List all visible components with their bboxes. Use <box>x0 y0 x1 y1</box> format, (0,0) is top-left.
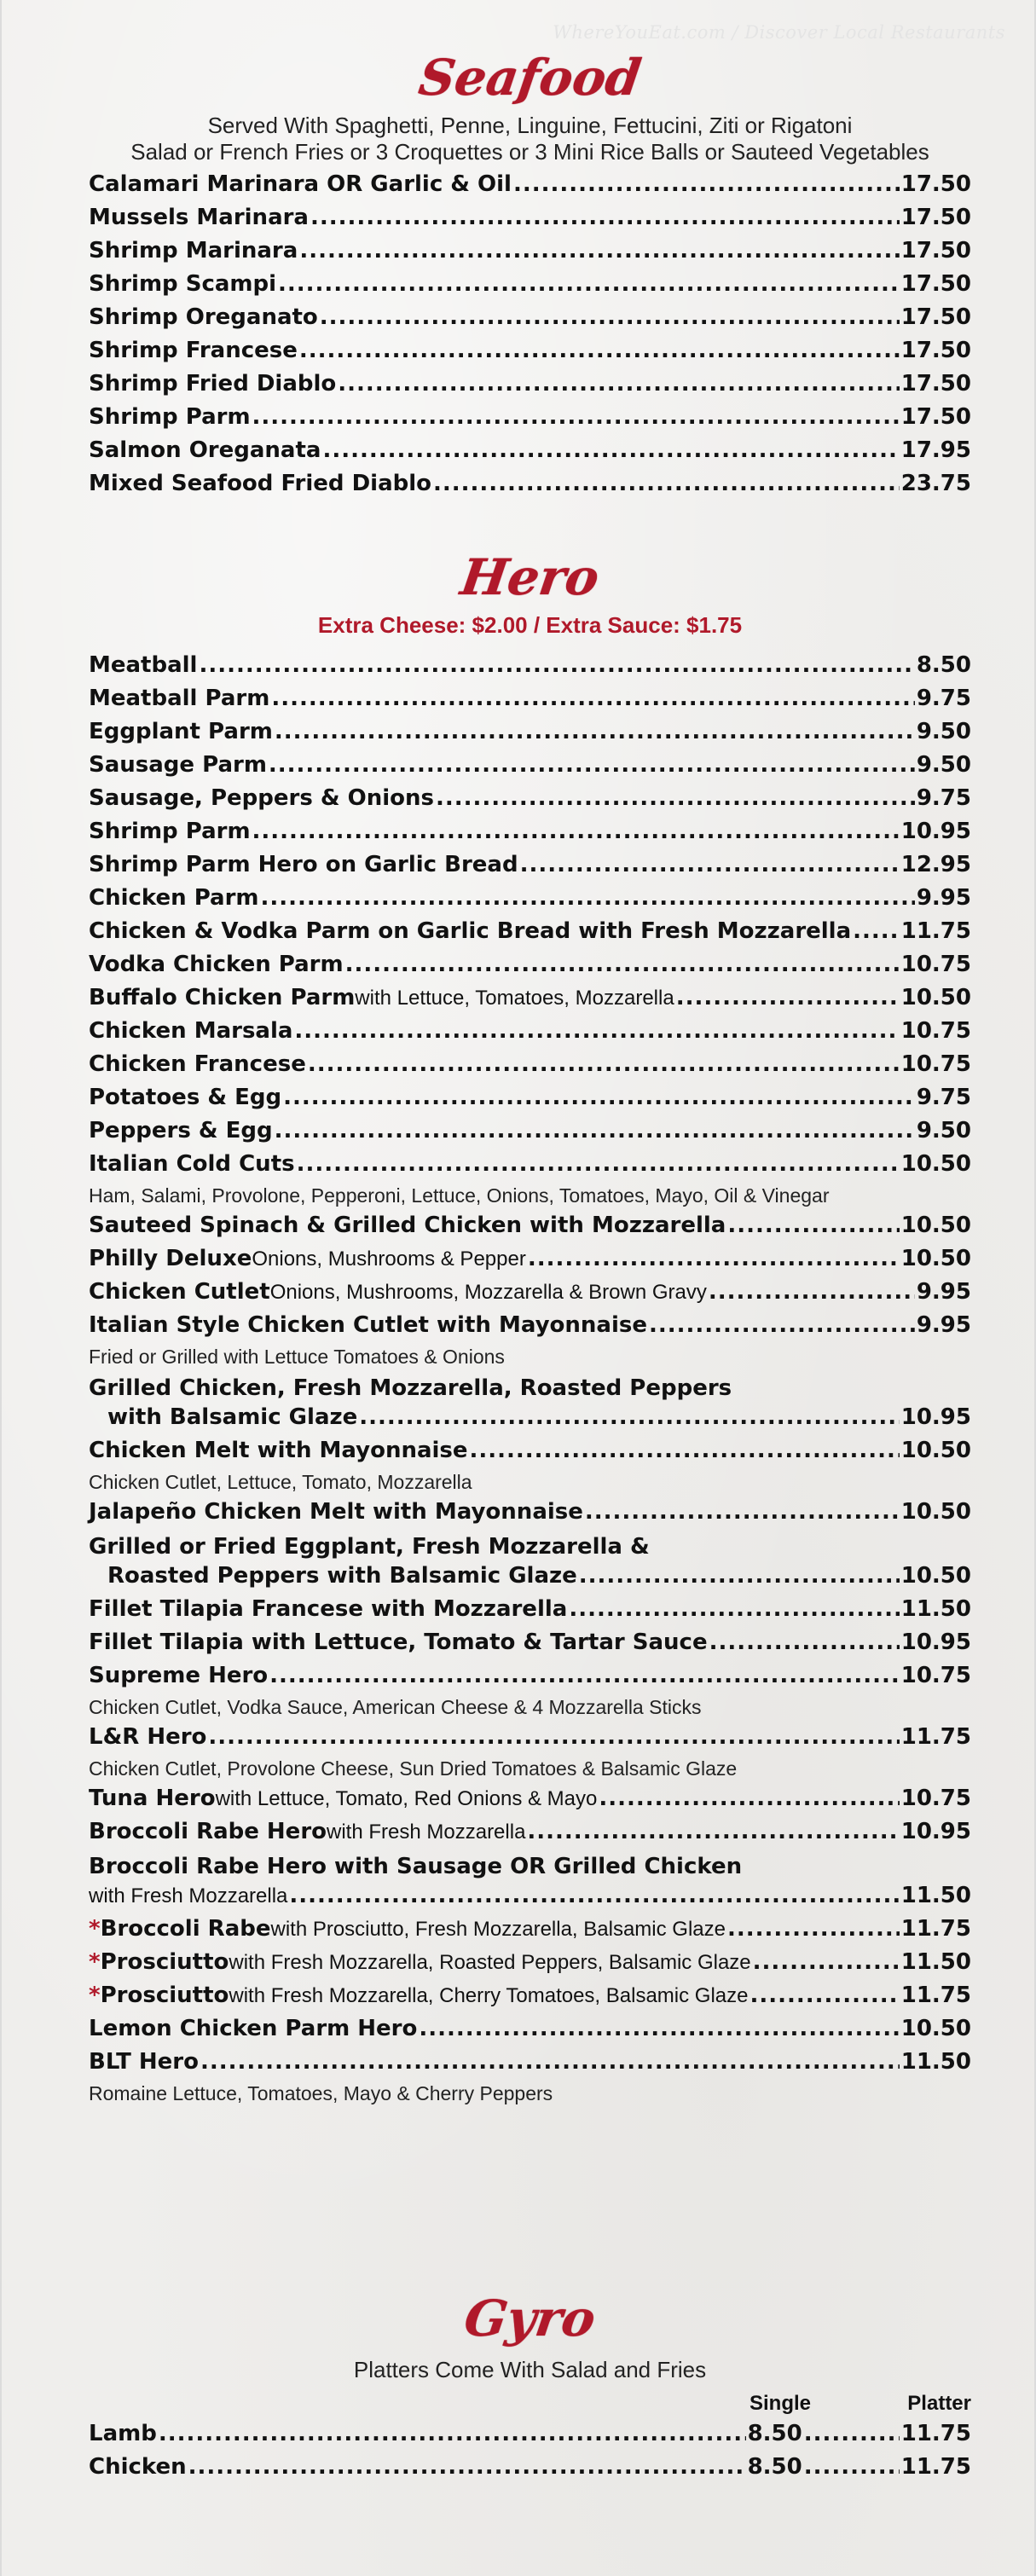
menu-item-title: Chicken Marsala <box>89 1017 293 1044</box>
menu-item-title: Peppers & Egg <box>89 1117 273 1143</box>
menu-item-name-line-1: Grilled Chicken, Fresh Mozzarella, Roasted Peppers <box>89 1375 732 1401</box>
dot-leader <box>269 1664 900 1687</box>
menu-item-name <box>89 1086 281 1109</box>
menu-item-price: 11.50 <box>900 2048 971 2075</box>
menu-item-name <box>89 1214 726 1236</box>
seafood-sides-line-1: Served With Spaghetti, Penne, Linguine, Fettucini, Ziti or Rigatoni <box>207 113 853 138</box>
dot-leader <box>579 1565 900 1587</box>
chef-special-asterisk: * <box>89 1915 101 1942</box>
gyro-single-price: 8.50 <box>747 2453 802 2480</box>
dot-leader <box>676 987 900 1009</box>
dot-leader <box>294 1020 899 1042</box>
dot-leader <box>419 2017 899 2040</box>
dot-leader <box>709 1281 915 1303</box>
menu-item <box>89 1722 971 1756</box>
menu-item-name <box>89 651 198 678</box>
menu-item-price: 10.50 <box>900 984 971 1010</box>
gyro-section <box>89 2289 971 2486</box>
menu-item-title: Shrimp Marinara <box>89 238 298 264</box>
menu-item-price: 11.50 <box>900 1882 971 1908</box>
menu-item <box>89 2047 971 2081</box>
menu-item-title: Broccoli Rabe Hero <box>89 1818 327 1844</box>
menu-item <box>89 203 971 236</box>
menu-item-price: 17.50 <box>900 304 971 331</box>
menu-item <box>89 1277 971 1311</box>
menu-item <box>89 436 971 469</box>
dot-leader <box>275 1120 915 1142</box>
menu-item-title: Shrimp Parm Hero on Garlic Bread <box>89 851 518 877</box>
menu-item-name <box>89 1787 216 1809</box>
menu-item-multiline <box>89 1850 971 1914</box>
menu-item-title: Tuna Hero <box>89 1785 216 1811</box>
menu-item-title: Mixed Seafood Fried Diablo <box>89 471 432 497</box>
gyro-title: Gyro <box>460 2289 599 2347</box>
menu-item-title: Italian Style Chicken Cutlet with Mayonnaise <box>89 1311 647 1338</box>
menu-item <box>89 1948 971 1981</box>
menu-item-name <box>89 1631 708 1653</box>
menu-item-title: Chicken & Vodka Parm on Garlic Bread with Fresh Mozzarella <box>89 918 852 944</box>
menu-item-name <box>89 1247 252 1270</box>
menu-item-price: 17.50 <box>900 338 971 364</box>
menu-item-title: Supreme Hero <box>89 1662 269 1688</box>
dot-leader <box>283 1086 915 1109</box>
menu-item-title: Shrimp Scampi <box>89 271 277 298</box>
menu-item-title: Philly Deluxe <box>89 1245 252 1271</box>
watermark: WhereYouEat.com / Discover Local Restaurants <box>553 22 1005 43</box>
menu-item-price: 9.50 <box>916 718 971 744</box>
dot-leader <box>271 687 915 709</box>
dot-leader <box>753 1951 900 1973</box>
menu-item-price: 9.75 <box>916 784 971 811</box>
menu-item-price: 9.95 <box>916 1311 971 1338</box>
menu-item-name <box>89 1723 207 1750</box>
menu-item <box>89 750 971 784</box>
dot-leader <box>470 1439 900 1462</box>
menu-item-price: 10.50 <box>900 2015 971 2041</box>
menu-item-name <box>89 984 356 1010</box>
menu-item-price: 17.50 <box>900 404 971 431</box>
menu-item-price: 9.95 <box>916 884 971 911</box>
menu-item-description: with Fresh Mozzarella, Roasted Peppers, Balsamic Glaze <box>229 1950 751 1974</box>
menu-item-title: Roasted Peppers with Balsamic Glaze <box>107 1562 577 1589</box>
menu-item-name <box>89 206 309 229</box>
menu-item-description: with Prosciutto, Fresh Mozzarella, Balsamic Glaze <box>270 1917 726 1941</box>
menu-item <box>89 1595 971 1628</box>
menu-item <box>89 684 971 717</box>
dot-leader <box>199 654 914 676</box>
menu-item-name <box>89 437 321 464</box>
menu-item-name <box>107 1562 577 1589</box>
menu-item <box>89 269 971 303</box>
menu-item-price: 10.75 <box>900 1662 971 1688</box>
menu-item-description: with Fresh Mozzarella <box>89 1884 288 1907</box>
menu-item-price: 17.50 <box>900 238 971 264</box>
menu-item <box>89 236 971 269</box>
dot-leader <box>585 1501 900 1523</box>
seafood-title: Seafood <box>415 49 645 107</box>
gyro-platter-price: 11.75 <box>900 2420 971 2446</box>
chef-special-asterisk: * <box>89 1948 101 1975</box>
menu-item <box>89 717 971 750</box>
dot-leader <box>200 2051 900 2073</box>
menu-item <box>89 1083 971 1116</box>
menu-item <box>89 1817 971 1850</box>
menu-item-description: with Fresh Mozzarella <box>327 1820 526 1844</box>
dot-leader <box>436 787 915 809</box>
menu-item <box>89 1436 971 1469</box>
menu-item-title: Prosciutto <box>100 1948 229 1975</box>
menu-item-note: Romaine Lettuce, Tomatoes, Mayo & Cherry Peppers <box>89 2081 553 2104</box>
menu-item-name: Chicken <box>89 2453 187 2480</box>
menu-item-name <box>89 1915 271 1942</box>
menu-item-price: 12.95 <box>900 851 971 877</box>
menu-item-description: with Lettuce, Tomato, Red Onions & Mayo <box>215 1786 598 1810</box>
menu-item-name <box>89 953 344 975</box>
dot-leader <box>433 472 900 495</box>
menu-item-title: Shrimp Francese <box>89 338 298 364</box>
gyro-single-price: 8.50 <box>747 2420 802 2446</box>
menu-item-title: Prosciutto <box>100 1982 229 2008</box>
menu-item <box>89 469 971 502</box>
dot-leader <box>853 920 900 942</box>
dot-leader <box>299 240 899 262</box>
dot-leader <box>804 2456 900 2478</box>
menu-item-price: 11.75 <box>900 1915 971 1942</box>
menu-item-name <box>89 1150 295 1177</box>
gyro-column-headers <box>89 2383 971 2416</box>
menu-item-price: 10.75 <box>900 1051 971 1077</box>
menu-item-multiline <box>89 1372 971 1436</box>
dot-leader <box>289 1884 899 1907</box>
menu-item-price: 17.50 <box>900 205 971 231</box>
dot-leader <box>299 339 900 362</box>
menu-item-name <box>89 271 277 298</box>
menu-item-title: BLT Hero <box>89 2048 199 2075</box>
dot-leader <box>310 206 900 229</box>
menu-item-title: Sausage, Peppers & Onions <box>89 784 434 811</box>
menu-item-name <box>89 304 318 331</box>
menu-item-title: Buffalo Chicken Parm <box>89 984 356 1010</box>
menu-item-name <box>89 339 298 362</box>
menu-item-description: with Fresh Mozzarella, Cherry Tomatoes, Balsamic Glaze <box>229 1983 749 2007</box>
menu-item-price: 10.75 <box>900 1785 971 1811</box>
menu-item-title: Sauteed Spinach & Grilled Chicken with Mozzarella <box>89 1212 726 1238</box>
menu-item-note: Fried or Grilled with Lettuce Tomatoes & Onions <box>89 1345 505 1368</box>
menu-item <box>89 784 971 817</box>
menu-item-title: Fillet Tilapia with Lettuce, Tomato & Tartar Sauce <box>89 1629 708 1655</box>
menu-item-price: 10.50 <box>900 1562 971 1589</box>
menu-item-name <box>89 751 267 778</box>
menu-item-title: Shrimp Fried Diablo <box>89 371 337 397</box>
menu-item-name <box>89 1053 306 1075</box>
dot-leader <box>278 273 900 295</box>
menu-item-name <box>89 687 269 709</box>
menu-item-price: 11.75 <box>900 1982 971 2008</box>
menu-item-name <box>89 1278 270 1305</box>
menu-item-price: 9.75 <box>916 685 971 711</box>
menu-item-price: 10.50 <box>900 1212 971 1238</box>
menu-item-name <box>89 1595 568 1622</box>
menu-item-price: 17.50 <box>900 171 971 198</box>
menu-item-note: Chicken Cutlet, Provolone Cheese, Sun Dried Tomatoes & Balsamic Glaze <box>89 1757 738 1780</box>
menu-item-name <box>89 1948 229 1975</box>
dot-leader <box>520 854 900 876</box>
menu-item-title: Shrimp Parm <box>89 818 251 844</box>
menu-item-price: 11.50 <box>900 1948 971 1975</box>
menu-item <box>89 170 971 203</box>
menu-item-description: Onions, Mushrooms, Mozzarella & Brown Gravy <box>269 1280 707 1304</box>
menu-item-price: 11.50 <box>900 1595 971 1622</box>
dot-leader <box>252 406 900 428</box>
menu-item-price: 10.75 <box>900 951 971 977</box>
menu-item <box>89 1497 971 1531</box>
menu-item-name <box>89 404 251 431</box>
menu-item-price: 17.95 <box>900 437 971 464</box>
menu-item-title: Lemon Chicken Parm Hero <box>89 2015 418 2041</box>
menu-item-title: Fillet Tilapia Francese with Mozzarella <box>89 1595 568 1622</box>
menu-item-price: 10.50 <box>900 1245 971 1271</box>
menu-item-note: Ham, Salami, Provolone, Pepperoni, Lettuce, Onions, Tomatoes, Mayo, Oil & Vinegar <box>89 1184 830 1207</box>
dot-leader <box>649 1314 915 1336</box>
menu-item-price: 10.95 <box>900 1629 971 1655</box>
menu-item-note: Chicken Cutlet, Vodka Sauce, American Cheese & 4 Mozzarella Sticks <box>89 1695 702 1718</box>
menu-item-price: 10.95 <box>900 818 971 844</box>
dot-leader <box>709 1631 900 1653</box>
menu-item-name <box>89 1984 229 2006</box>
menu-item-name: Lamb <box>89 2420 157 2446</box>
gyro-menu-item <box>89 2419 971 2452</box>
menu-item-name <box>89 2048 199 2075</box>
menu-item <box>89 2014 971 2047</box>
dot-leader <box>345 953 900 975</box>
menu-item <box>89 1661 971 1694</box>
menu-item-title: Meatball Parm <box>89 685 270 711</box>
dot-leader <box>297 1153 900 1175</box>
menu-item-name <box>89 784 434 811</box>
menu-item-title: Salmon Oreganata <box>89 437 321 464</box>
menu-item <box>89 1050 971 1083</box>
menu-item-name <box>89 920 851 942</box>
dot-leader <box>513 173 900 195</box>
menu-item-title: Italian Cold Cuts <box>89 1150 295 1177</box>
menu-item-name <box>89 1117 273 1143</box>
dot-leader <box>338 373 899 395</box>
menu-item <box>89 950 971 983</box>
dot-leader <box>269 754 915 776</box>
menu-item-name-line-1: Grilled or Fried Eggplant, Fresh Mozzarella & <box>89 1533 650 1560</box>
dot-leader <box>252 820 900 842</box>
menu-item <box>89 1403 971 1436</box>
menu-item-price: 10.50 <box>900 1437 971 1463</box>
menu-item <box>89 1244 971 1277</box>
menu-item <box>89 1981 971 2014</box>
menu-item-price: 11.75 <box>900 1723 971 1750</box>
menu-item-title: Jalapeño Chicken Melt with Mayonnaise <box>89 1498 583 1525</box>
dot-leader <box>727 1214 899 1236</box>
menu-item-title: Mussels Marinara <box>89 205 309 231</box>
menu-item-title: Meatball <box>89 651 198 678</box>
dot-leader <box>159 2423 746 2445</box>
menu-item-note: Chicken Cutlet, Lettuce, Tomato, Mozzarella <box>89 1470 472 1493</box>
menu-item <box>89 1881 971 1914</box>
menu-item-description: with Lettuce, Tomatoes, Mozzarella <box>355 986 674 1010</box>
dot-leader <box>322 439 899 461</box>
dot-leader <box>188 2456 746 2478</box>
dot-leader <box>750 1984 899 2006</box>
menu-item-price: 10.50 <box>900 1150 971 1177</box>
menu-item-name <box>89 1664 268 1687</box>
menu-item-name <box>89 851 518 877</box>
menu-item-name <box>89 240 298 262</box>
hero-item-list <box>89 651 971 2109</box>
dot-leader <box>804 2423 900 2445</box>
menu-item-title: with Balsamic Glaze <box>107 1404 358 1430</box>
menu-item <box>89 883 971 917</box>
menu-item <box>89 1211 971 1244</box>
menu-item-name <box>89 373 336 395</box>
menu-item-price: 9.50 <box>916 1117 971 1143</box>
menu-item-price: 8.50 <box>916 651 971 678</box>
dot-leader <box>599 1787 899 1809</box>
menu-item-title: Calamari Marinara OR Garlic & Oil <box>89 171 512 198</box>
menu-item-price: 11.75 <box>900 918 971 944</box>
menu-item-name-line-1: Broccoli Rabe Hero with Sausage OR Grilled Chicken <box>89 1853 743 1879</box>
dot-leader <box>275 721 915 743</box>
menu-item-name <box>89 2017 417 2040</box>
menu-item-title: Chicken Parm <box>89 884 259 911</box>
menu-item-price: 10.50 <box>900 1498 971 1525</box>
menu-item <box>89 1149 971 1183</box>
menu-item <box>89 1628 971 1661</box>
menu-item-price: 9.75 <box>916 1084 971 1110</box>
menu-item <box>89 336 971 369</box>
menu-item-price: 10.95 <box>900 1404 971 1430</box>
menu-item-price: 17.50 <box>900 271 971 298</box>
menu-item <box>89 983 971 1016</box>
menu-item-title: Chicken Cutlet <box>89 1278 270 1305</box>
dot-leader <box>569 1598 899 1620</box>
menu-item-price: 23.75 <box>900 471 971 497</box>
menu-item-name <box>89 820 251 842</box>
gyro-platter-header: Platter <box>907 2391 971 2415</box>
chef-special-asterisk: * <box>89 1982 101 2008</box>
menu-item <box>89 1116 971 1149</box>
dot-leader <box>320 306 900 328</box>
menu-item <box>89 1914 971 1948</box>
dot-leader <box>208 1726 899 1748</box>
menu-item-multiline <box>89 1531 971 1595</box>
dot-leader <box>528 1247 900 1270</box>
menu-item-title: Shrimp Oreganato <box>89 304 318 331</box>
menu-item <box>89 817 971 850</box>
menu-item-price: 17.50 <box>900 371 971 397</box>
menu-item <box>89 917 971 950</box>
gyro-platter-note: Platters Come With Salad and Fries <box>353 2357 707 2382</box>
menu-item-name <box>89 1311 647 1338</box>
gyro-item-list <box>89 2419 971 2486</box>
menu-item <box>89 651 971 684</box>
menu-item <box>89 303 971 336</box>
dot-leader <box>308 1053 900 1075</box>
menu-item-name <box>89 1818 327 1844</box>
hero-section <box>89 548 971 2109</box>
menu-item-name <box>89 1439 468 1462</box>
menu-item-title: L&R Hero <box>89 1723 207 1750</box>
menu-item-title: Eggplant Parm <box>89 718 273 744</box>
menu-item <box>89 1784 971 1817</box>
menu-item <box>89 369 971 402</box>
menu-item-title: Sausage Parm <box>89 751 267 778</box>
dot-leader <box>261 887 915 909</box>
hero-extras: Extra Cheese: $2.00 / Extra Sauce: $1.75 <box>317 612 743 638</box>
gyro-single-header: Single <box>750 2391 812 2415</box>
hero-title: Hero <box>457 548 603 606</box>
seafood-section <box>89 49 971 502</box>
menu-item <box>89 1561 971 1595</box>
menu-item-name <box>89 472 431 495</box>
menu-item-title: Chicken Francese <box>89 1051 306 1077</box>
menu-item-name <box>89 171 512 198</box>
menu-item-title: Broccoli Rabe <box>100 1915 271 1942</box>
menu-item <box>89 402 971 436</box>
menu-item <box>89 1016 971 1050</box>
menu-item-name <box>89 884 259 911</box>
menu-item-price: 9.50 <box>916 751 971 778</box>
menu-item <box>89 850 971 883</box>
gyro-platter-price: 11.75 <box>900 2453 971 2480</box>
dot-leader <box>527 1821 899 1843</box>
menu-item-name <box>89 718 273 744</box>
menu-item <box>89 1311 971 1344</box>
menu-item-price: 10.75 <box>900 1017 971 1044</box>
menu-item-title: Shrimp Parm <box>89 404 251 431</box>
menu-item-title: Chicken Melt with Mayonnaise <box>89 1437 468 1463</box>
menu-item-title: Potatoes & Egg <box>89 1084 282 1110</box>
menu-item-price: 9.95 <box>916 1278 971 1305</box>
seafood-item-list <box>89 170 971 502</box>
menu-item-description: Onions, Mushrooms & Pepper <box>252 1247 526 1271</box>
menu-item-name <box>89 1498 583 1525</box>
menu-item-title: Vodka Chicken Parm <box>89 951 344 977</box>
dot-leader <box>727 1918 900 1940</box>
gyro-menu-item <box>89 2452 971 2486</box>
seafood-sides-line-2: Salad or French Fries or 3 Croquettes or 3 Mini Rice Balls or Sauteed Vegetables <box>130 138 929 165</box>
menu-item-price: 10.95 <box>900 1818 971 1844</box>
menu-item-name <box>107 1406 357 1428</box>
dot-leader <box>359 1406 900 1428</box>
menu-item-name <box>89 1017 293 1044</box>
